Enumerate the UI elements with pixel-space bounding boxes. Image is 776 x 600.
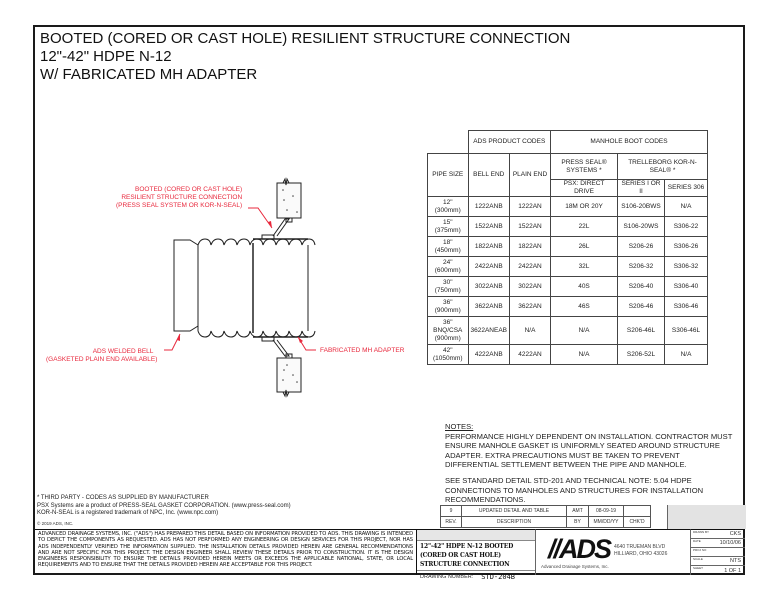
pipe-size-mm: (600mm) bbox=[434, 266, 461, 274]
plain-end-code: N/A bbox=[510, 317, 551, 345]
address-line-2: HILLIARD, OHIO 43026 bbox=[614, 551, 668, 557]
table-row bbox=[428, 345, 708, 365]
product-codes-table bbox=[427, 130, 708, 365]
rev-by: AMT bbox=[567, 506, 589, 517]
sheet-value: 1 OF 1 bbox=[724, 568, 741, 574]
bell-end-code: 3022ANB bbox=[468, 277, 510, 297]
plain-end-code: 1222AN bbox=[510, 197, 551, 217]
booted-label-line-1: BOOTED (CORED OR CAST HOLE) bbox=[135, 186, 243, 193]
psx-code: 46S bbox=[551, 297, 618, 317]
title-block-bar bbox=[417, 530, 535, 541]
psx-code: N/A bbox=[551, 317, 618, 345]
pipe-size: 12" bbox=[442, 198, 453, 206]
title-block-meta bbox=[690, 529, 745, 575]
drawing-number-row bbox=[417, 570, 535, 583]
plain-end-code: 3622AN bbox=[510, 297, 551, 317]
series-306-code: N/A bbox=[665, 197, 708, 217]
pipe-size-mm: (375mm) bbox=[434, 226, 461, 234]
ads-logo: //ADS bbox=[548, 534, 611, 564]
checked-header: CHK'D bbox=[624, 517, 651, 528]
series-1-2-code: S206-40 bbox=[618, 277, 665, 297]
series-1-2-code: S106-20BWS bbox=[618, 197, 665, 217]
psx-code: N/A bbox=[551, 345, 618, 365]
footnotes bbox=[37, 495, 291, 518]
series-1-2-code: S206-46 bbox=[618, 297, 665, 317]
title-block-logo bbox=[535, 529, 690, 575]
pipe-size: 18" bbox=[442, 238, 453, 246]
pipe-size: 36" bbox=[442, 298, 453, 306]
rev-checked bbox=[624, 506, 651, 517]
header-series-1-2: SERIES I OR II bbox=[618, 180, 665, 197]
series-306-code: N/A bbox=[665, 345, 708, 365]
pipe-size-mm: (900mm) bbox=[434, 306, 461, 314]
psx-code: 40S bbox=[551, 277, 618, 297]
description-header: DESCRIPTION bbox=[462, 517, 567, 528]
plain-end-code: 3022AN bbox=[510, 277, 551, 297]
bell-end-code: 3622ANB bbox=[468, 297, 510, 317]
notes-header: NOTES: bbox=[445, 422, 474, 431]
pipe-size-mm: (750mm) bbox=[434, 286, 461, 294]
sheet-label: SHEET bbox=[693, 566, 704, 570]
bell-end-code: 2422ANB bbox=[468, 257, 510, 277]
plain-end-code: 1522AN bbox=[510, 217, 551, 237]
rev-header: REV. bbox=[441, 517, 462, 528]
psx-code: 22L bbox=[551, 217, 618, 237]
drawing-number-label: DRAWING NUMBER: bbox=[420, 574, 474, 580]
notes-paragraph-2: SEE STANDARD DETAIL STD-201 AND TECHNICAL NOTE: 5.04 HDPE CONNECTIONS TO MANHOLES AND STRUCTURES FOR INSTALLATION RECOMMENDATIONS. bbox=[445, 475, 704, 505]
table-row bbox=[428, 297, 708, 317]
pipe-size: 42" bbox=[442, 346, 453, 354]
footnote-kor-n-seal: KOR-N-SEAL is a registered trademark of NPC, Inc. (www.npc.com) bbox=[37, 510, 219, 516]
booted-label-line-2: RESILIENT STRUCTURE CONNECTION bbox=[121, 194, 243, 201]
series-1-2-code: S206-52L bbox=[618, 345, 665, 365]
bell-end-code: 4222ANB bbox=[468, 345, 510, 365]
sheet-cell bbox=[691, 566, 745, 575]
ads-logo-subtitle: Advanced Drainage Systems, Inc. bbox=[541, 564, 609, 569]
notes-paragraph-1: PERFORMANCE HIGHLY DEPENDENT ON INSTALLATION. CONTRACTOR MUST ENSURE MANHOLE GASKET IS UNIFORMLY SEATED AROUND STRUCTURE ADAPTER. EXTRA PRECAUTIONS MUST BE TAKEN TO PREVENT DIFFERENTIAL SETTLEMENT BETWEEN THE PIPE AND MANHOLE. bbox=[445, 431, 733, 470]
pipe-size-mm: (450mm) bbox=[434, 246, 461, 254]
pipe-size: 24" bbox=[442, 258, 453, 266]
project-label: PROJ NO bbox=[693, 548, 707, 552]
booted-connection-label bbox=[116, 186, 242, 210]
psx-code: 18M OR 20Y bbox=[551, 197, 618, 217]
table-row bbox=[428, 277, 708, 297]
series-306-code: S306-22 bbox=[665, 217, 708, 237]
revision-shaded-area bbox=[667, 505, 746, 529]
scale-value: NTS bbox=[730, 558, 741, 564]
table-row bbox=[428, 257, 708, 277]
header-manhole-boot-codes: MANHOLE BOOT CODES bbox=[551, 131, 708, 154]
header-series-306: SERIES 306 bbox=[665, 180, 708, 197]
header-trelleborg: TRELLEBORG KOR-N-SEAL® * bbox=[618, 154, 708, 180]
series-1-2-code: S206-32 bbox=[618, 257, 665, 277]
table-row bbox=[428, 217, 708, 237]
copyright: © 2019 ADS, INC. bbox=[37, 521, 74, 526]
footnote-third-party: * THIRD PARTY - CODES AS SUPPLIED BY MANUFACTURER bbox=[37, 495, 209, 501]
header-press-seal: PRESS SEAL® SYSTEMS * bbox=[551, 154, 618, 180]
ads-welded-bell bbox=[174, 240, 198, 331]
bell-end-code: 3622ANEAB bbox=[468, 317, 510, 345]
pipe-size: 30" bbox=[442, 278, 453, 286]
bell-label-line-2: (GASKETED PLAIN END AVAILABLE) bbox=[46, 356, 158, 363]
rev-date: 08-09-19 bbox=[589, 506, 624, 517]
rev-number: 9 bbox=[441, 506, 462, 517]
scale-cell bbox=[691, 557, 745, 566]
header-pipe-size: PIPE SIZE bbox=[428, 154, 469, 197]
disclaimer-text: ADVANCED DRAINAGE SYSTEMS, INC. ("ADS") HAS PREPARED THIS DETAIL BASED ON INFORMATION PROVIDED TO ADS. THIS DRAWING IS INTENDED TO DEPICT THE COMPONENTS AS REQUESTED. ADS HAS NOT PERFORMED ANY ENGINEERING OR DESIGN SERVICES FOR THIS PROJECT, NOR HAS ADS INDEPENDENTLY VERIFIED THE INFORMATION SUPPLIED. THE INSTALLATION DETAILS PROVIDED HEREIN ARE GENERAL RECOMMENDATIONS AND ARE NOT SPECIFIC FOR THIS PROJECT. THE DESIGN ENGINEER SHALL REVIEW THESE DETAILS PRIOR TO CONSTRUCTION. IT IS THE DESIGN ENGINEERS RESPONSIBILITY TO ENSURE THE DETAILS PROVIDED HEREIN MEETS OR EXCEEDS THE APPLICABLE NATIONAL, STATE, OR LOCAL REQUIREMENTS AND TO ENSURE THAT THE DETAILS PROVIDED HEREIN ARE ACCEPTABLE FOR THIS PROJECT. bbox=[35, 529, 417, 575]
drawing-name: 12"-42" HDPE N-12 BOOTED (CORED OR CAST HOLE) STRUCTURE CONNECTION bbox=[420, 543, 514, 568]
header-bell-end: BELL END bbox=[468, 154, 510, 197]
series-1-2-code: S106-20WS bbox=[618, 217, 665, 237]
notes-section bbox=[445, 422, 735, 511]
project-cell bbox=[691, 548, 745, 557]
header-ads-product-codes: ADS PRODUCT CODES bbox=[468, 131, 551, 154]
plain-end-code: 1822AN bbox=[510, 237, 551, 257]
scale-label: SCALE bbox=[693, 557, 703, 561]
drawing-number: STD-204B bbox=[481, 573, 515, 581]
plain-end-code: 4222AN bbox=[510, 345, 551, 365]
title-line-3: W/ FABRICATED MH ADAPTER bbox=[40, 66, 258, 83]
series-306-code: S306-32 bbox=[665, 257, 708, 277]
series-306-code: S306-40 bbox=[665, 277, 708, 297]
psx-code: 26L bbox=[551, 237, 618, 257]
pipe-size: 36" BNQ/CSA bbox=[433, 318, 463, 334]
date-header: MM/DD/YY bbox=[589, 517, 624, 528]
title-line-1: BOOTED (CORED OR CAST HOLE) RESILIENT STRUCTURE CONNECTION bbox=[40, 30, 571, 47]
footnote-psx: PSX Systems are a product of PRESS-SEAL GASKET CORPORATION. (www.press-seal.com) bbox=[37, 502, 291, 509]
table-row bbox=[428, 197, 708, 217]
pipe-size-mm: (900mm) bbox=[434, 334, 461, 342]
plain-end-code: 2422AN bbox=[510, 257, 551, 277]
series-306-code: S306-26 bbox=[665, 237, 708, 257]
series-1-2-code: S206-46L bbox=[618, 317, 665, 345]
header-plain-end: PLAIN END bbox=[510, 154, 551, 197]
booted-label-line-3: (PRESS SEAL SYSTEM OR KOR-N-SEAL) bbox=[116, 202, 243, 209]
company-address bbox=[614, 544, 667, 558]
by-header: BY bbox=[567, 517, 589, 528]
bell-end-code: 1522ANB bbox=[468, 217, 510, 237]
table-row bbox=[428, 317, 708, 345]
rev-description: UPDATED DETAIL AND TABLE bbox=[462, 506, 567, 517]
pipe-size-mm: (300mm) bbox=[434, 206, 461, 214]
address-line-1: 4640 TRUEMAN BLVD bbox=[614, 544, 666, 550]
date-cell bbox=[691, 539, 745, 548]
psx-code: 32L bbox=[551, 257, 618, 277]
date-label: DATE bbox=[693, 539, 701, 543]
drawn-by-value: CKS bbox=[729, 531, 741, 537]
date-value: 10/10/06 bbox=[719, 540, 741, 546]
mh-adapter-label: FABRICATED MH ADAPTER bbox=[320, 347, 405, 354]
drawn-by-cell bbox=[691, 530, 745, 539]
header-psx: PSX: DIRECT DRIVE bbox=[551, 180, 618, 197]
table-row bbox=[428, 237, 708, 257]
series-306-code: S306-46 bbox=[665, 297, 708, 317]
revision-table bbox=[440, 505, 651, 528]
welded-bell-label bbox=[46, 348, 157, 364]
bell-label-line-1: ADS WELDED BELL bbox=[92, 348, 154, 355]
series-1-2-code: S206-26 bbox=[618, 237, 665, 257]
title-block-drawing-name bbox=[417, 529, 535, 581]
series-306-code: S306-46L bbox=[665, 317, 708, 345]
pipe-size: 15" bbox=[442, 218, 453, 226]
title-line-2: 12"-42" HDPE N-12 bbox=[40, 48, 172, 65]
bell-end-code: 1222ANB bbox=[468, 197, 510, 217]
drawn-by-label: DRAWN BY bbox=[693, 530, 710, 534]
bell-end-code: 1822ANB bbox=[468, 237, 510, 257]
pipe-size-mm: (1050mm) bbox=[432, 354, 463, 362]
